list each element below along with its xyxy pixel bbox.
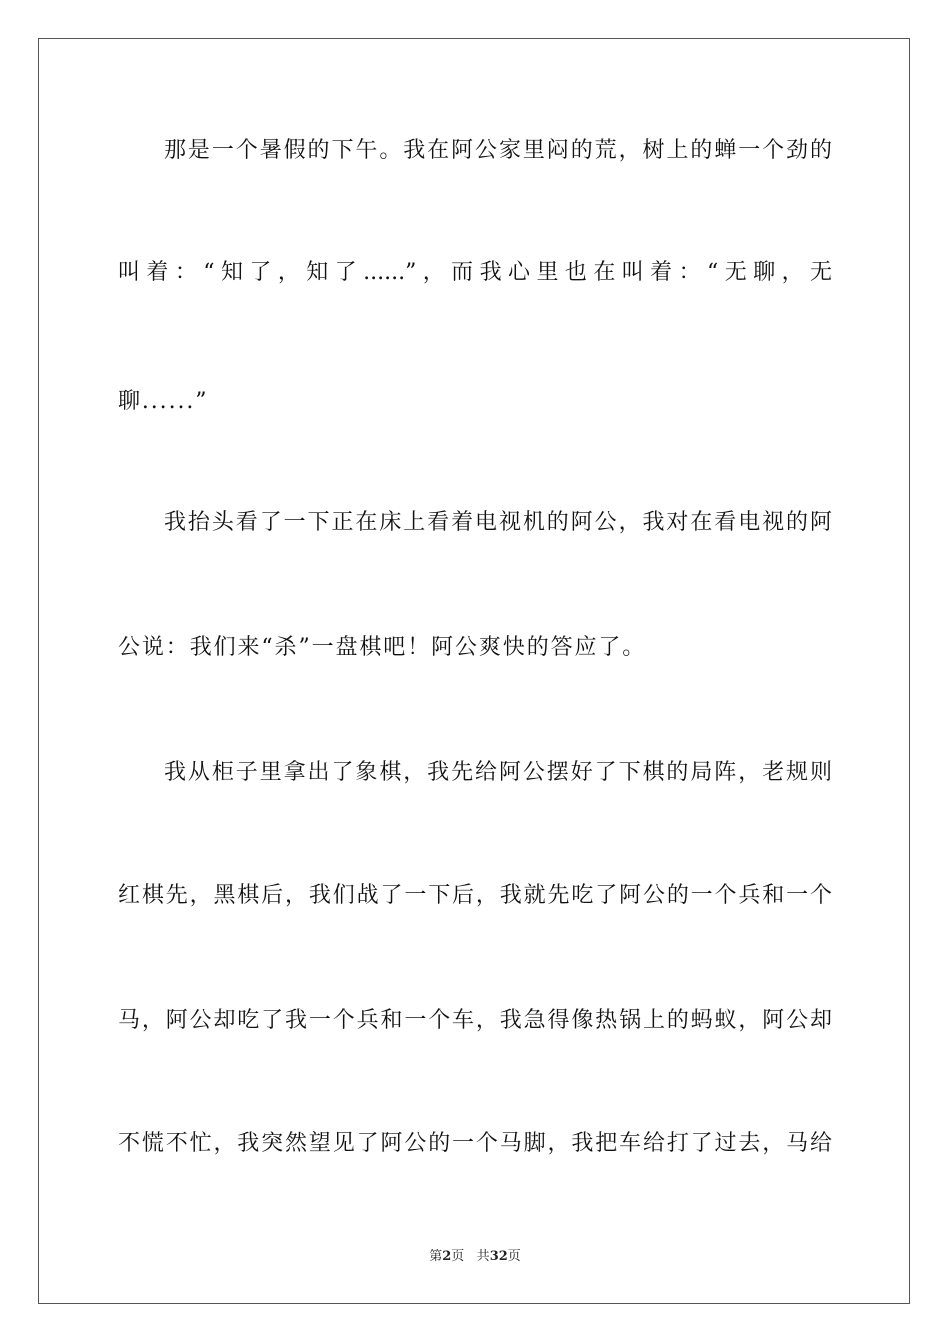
footer-total-suffix: 页 bbox=[507, 1249, 521, 1264]
paragraph-2-line-1: 我抬头看了一下正在床上看着电视机的阿公，我对在看电视的阿 bbox=[164, 510, 832, 535]
footer-page-suffix: 页 bbox=[451, 1249, 465, 1264]
paragraph-2-line-2: 公说：我们来“杀”一盘棋吧！阿公爽快的答应了。 bbox=[118, 635, 647, 660]
page-border bbox=[38, 38, 910, 1304]
footer-total-prefix: 共 bbox=[476, 1249, 490, 1264]
paragraph-3-line-3: 马，阿公却吃了我一个兵和一个车，我急得像热锅上的蚂蚁，阿公却 bbox=[118, 1008, 832, 1033]
footer-page-current: 2 bbox=[442, 1249, 452, 1264]
paragraph-3-line-1: 我从柜子里拿出了象棋，我先给阿公摆好了下棋的局阵，老规则 bbox=[164, 760, 832, 785]
footer-page-prefix: 第 bbox=[429, 1249, 443, 1264]
paragraph-1-line-3: 聊......” bbox=[118, 389, 209, 414]
paragraph-3-line-2: 红棋先，黑棋后，我们战了一下后，我就先吃了阿公的一个兵和一个 bbox=[118, 883, 832, 908]
footer-spacer bbox=[464, 1249, 476, 1264]
paragraph-1-line-1: 那是一个暑假的下午。我在阿公家里闷的荒，树上的蝉一个劲的 bbox=[164, 138, 832, 163]
paragraph-3-line-4: 不慌不忙，我突然望见了阿公的一个马脚，我把车给打了过去，马给 bbox=[118, 1131, 832, 1156]
page-footer bbox=[0, 1248, 950, 1266]
paragraph-1-line-2: 叫着：“知了，知了......”，而我心里也在叫着：“无聊，无 bbox=[118, 260, 832, 285]
footer-page-total: 32 bbox=[489, 1249, 508, 1264]
